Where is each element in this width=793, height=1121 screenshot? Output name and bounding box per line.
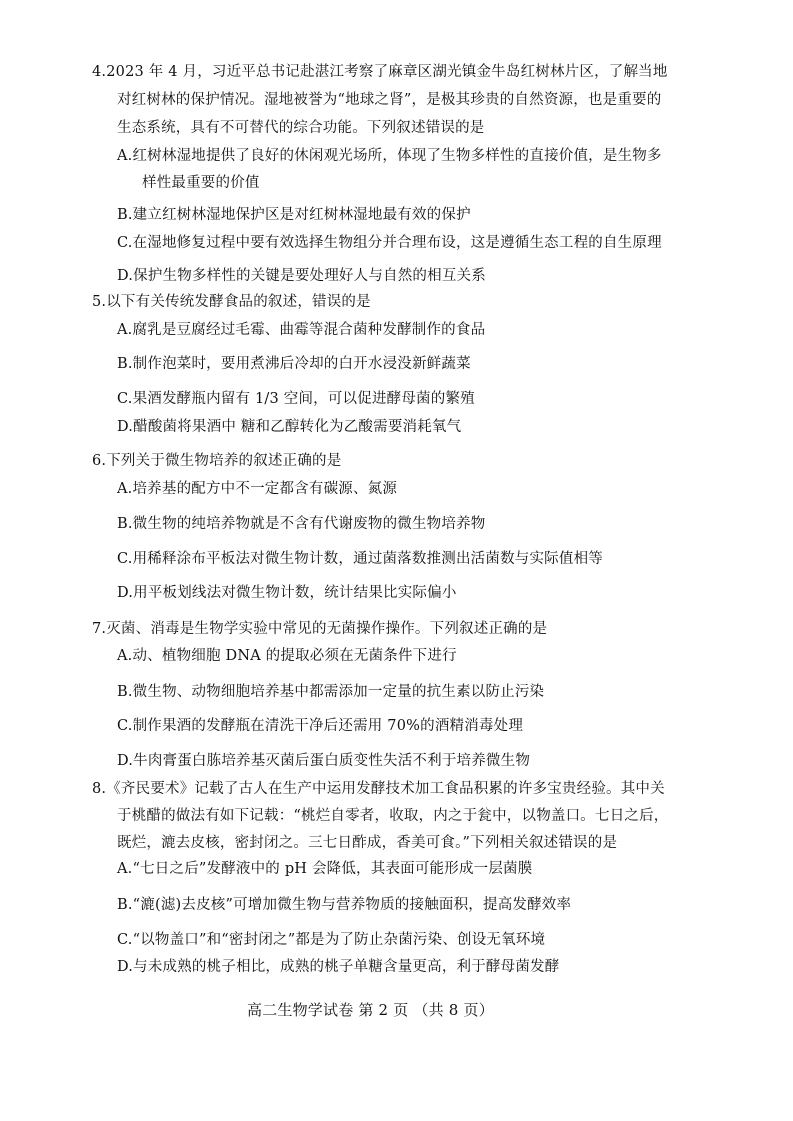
q6-stem: 6.下列关于微生物培养的叙述正确的是 <box>92 453 342 469</box>
q7-option-d: D.牛肉膏蛋白胨培养基灭菌后蛋白质变性失活不利于培养微生物 <box>117 753 531 769</box>
q7-option-b: B.微生物、动物细胞培养基中都需添加一定量的抗生素以防止污染 <box>117 684 545 700</box>
q8-stem-line-3: 既烂，漉去皮核，密封闭之。三七日酢成，香美可食。”下列相关叙述错误的是 <box>117 835 618 851</box>
q8-option-c: C.“以物盖口”和“密封闭之”都是为了防止杂菌污染、创设无氧环境 <box>117 932 546 948</box>
page-footer: 高二生物学试卷 第 2 页 （共 8 页） <box>247 1001 494 1019</box>
q4-stem-line-1: 4.2023 年 4 月，习近平总书记赴湛江考察了麻章区湖光镇金牛岛红树林片区，了解当地 <box>92 64 668 80</box>
q5-option-c: C.果酒发酵瓶内留有 1/3 空间，可以促进酵母菌的繁殖 <box>117 391 475 407</box>
q8-option-a: A.“七日之后”发酵液中的 pH 会降低，其表面可能形成一层菌膜 <box>117 861 533 877</box>
q6-option-a: A.培养基的配方中不一定都含有碳源、氮源 <box>117 481 398 497</box>
q6-option-b: B.微生物的纯培养物就是不含有代谢废物的微生物培养物 <box>117 516 486 532</box>
q8-option-b: B.“漉(滤)去皮核”可增加微生物与营养物质的接触面积，提高发酵效率 <box>117 897 572 913</box>
q5-option-b: B.制作泡菜时，要用煮沸后冷却的白开水浸没新鲜蔬菜 <box>117 356 471 372</box>
q6-option-c: C.用稀释涂布平板法对微生物计数，通过菌落数推测出活菌数与实际值相等 <box>117 551 603 567</box>
q4-option-b: B.建立红树林湿地保护区是对红树林湿地最有效的保护 <box>117 207 471 223</box>
q7-option-c: C.制作果酒的发酵瓶在清洗干净后还需用 70%的酒精消毒处理 <box>117 718 524 734</box>
q6-option-d: D.用平板划线法对微生物计数，统计结果比实际偏小 <box>117 585 457 601</box>
q8-option-d: D.与未成熟的桃子相比，成熟的桃子单糖含量更高，利于酵母菌发酵 <box>117 959 560 975</box>
q4-option-a-line-2: 样性最重要的价值 <box>142 175 260 191</box>
q8-stem-line-2: 于桃醋的做法有如下记载：“桃烂自零者，收取，内之于瓮中，以物盖口。七日之后， <box>117 808 669 824</box>
q4-stem-line-2: 对红树林的保护情况。湿地被誉为“地球之肾”，是极其珍贵的自然资源，也是重要的 <box>117 92 662 108</box>
q7-option-a: A.动、植物细胞 DNA 的提取必须在无菌条件下进行 <box>117 648 457 664</box>
q4-stem-line-3: 生态系统，具有不可替代的综合功能。下列叙述错误的是 <box>117 120 485 136</box>
q5-option-a: A.腐乳是豆腐经过毛霉、曲霉等混合菌种发酵制作的食品 <box>117 322 486 338</box>
q5-option-d: D.醋酸菌将果酒中 糖和乙醇转化为乙酸需要消耗氧气 <box>117 419 462 435</box>
q8-stem-line-1: 8.《齐民要术》记载了古人在生产中运用发酵技术加工食品积累的许多宝贵经验。其中关 <box>92 781 665 797</box>
q7-stem: 7.灭菌、消毒是生物学实验中常见的无菌操作操作。下列叙述正确的是 <box>92 621 548 637</box>
q5-stem: 5.以下有关传统发酵食品的叙述，错误的是 <box>92 294 371 310</box>
q4-option-a-line-1: A.红树林湿地提供了良好的休闲观光场所，体现了生物多样性的直接价值，是生物多 <box>117 148 662 164</box>
q4-option-d: D.保护生物多样性的关键是要处理好人与自然的相互关系 <box>117 268 486 284</box>
q4-option-c: C.在湿地修复过程中要有效选择生物组分并合理布设，这是遵循生态工程的自生原理 <box>117 235 662 251</box>
